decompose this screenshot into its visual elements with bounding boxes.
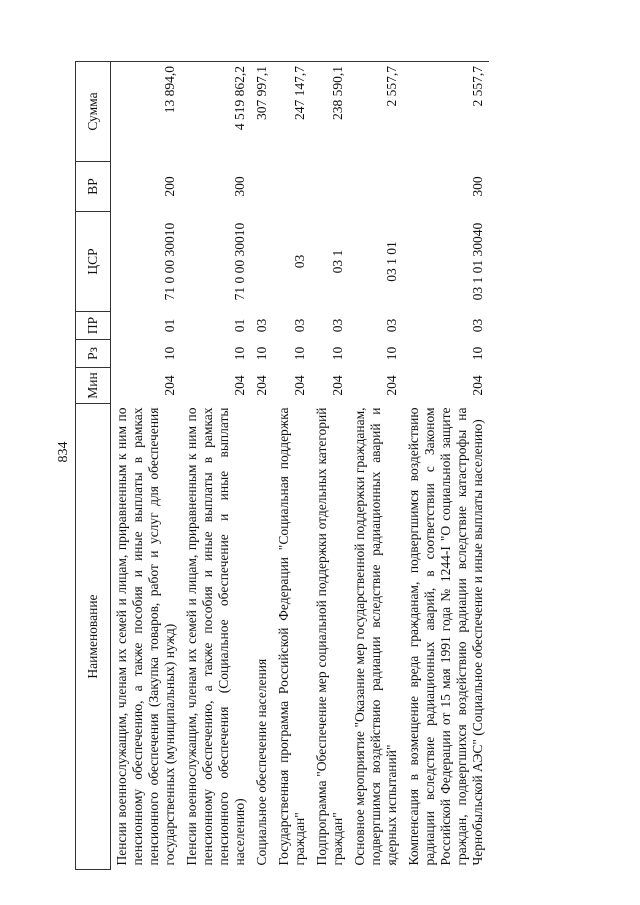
- row-sum: 307 997,1: [251, 62, 273, 162]
- row-min: 204: [384, 375, 399, 396]
- row-csr: 71 0 00 30010: [162, 222, 177, 301]
- rotated-table-wrapper: [75, 62, 605, 870]
- header-rz: Рз: [76, 340, 111, 368]
- row-csr: 03 1 01: [384, 241, 399, 282]
- row-pr: 01: [232, 318, 247, 333]
- row-name: Подпрограмма "Обеспечение мер социальной поддержки отдельных категорий граждан": [314, 407, 345, 866]
- row-name: Компенсация в возмещение вреда гражданам, подвергшимся воздействию радиации вследствие радиационных аварий, в соответствии с Законом Российской Федерации от 15 мая 1991 года № 1244-I "О социальной защите граждан, подвергшихся воздействию радиации вследствие катастрофы на Чернобыльской АЭС" (Социальное обеспечение и иные выплаты населению): [406, 407, 485, 866]
- row-min: 204: [330, 375, 345, 396]
- row-rz: 10: [292, 346, 307, 361]
- row-csr: 03 1 01 30040: [470, 222, 485, 301]
- table-header-row: [76, 62, 111, 870]
- table-row: [273, 62, 311, 870]
- row-csr: 71 0 00 30010: [232, 222, 247, 301]
- row-name: Социальное обеспечение населения: [254, 658, 269, 866]
- row-sum: 2 557,7: [349, 62, 403, 162]
- row-csr: [251, 212, 273, 312]
- table-row: [111, 62, 182, 870]
- row-min: 204: [470, 375, 485, 396]
- row-pr: 03: [384, 318, 399, 333]
- row-pr: 01: [162, 318, 177, 333]
- row-sum: 2 557,7: [403, 62, 489, 162]
- row-rz: 10: [384, 346, 399, 361]
- row-vr: 200: [162, 176, 177, 197]
- row-min: 204: [232, 375, 247, 396]
- row-rz: 10: [254, 346, 269, 361]
- row-name: Пенсии военнослужащим, членам их семей и лицам, приравненным к ним по пенсионному обеспечению, а также пособия и иные выплаты в рамках пенсионного обеспечения (Закупка товаров, работ и услуг для обеспечения государственных (муниципальных) нужд): [114, 407, 177, 866]
- row-name: Пенсии военнослужащим, членам их семей и лицам, приравненным к ним по пенсионному обеспечению, а также пособия и иные выплаты в рамках пенсионного обеспечения (Социальное обеспечение и иные выплаты населению): [184, 407, 247, 866]
- page-number: 834: [56, 441, 71, 463]
- header-vr: ВР: [76, 162, 111, 212]
- row-csr: 03: [292, 254, 307, 269]
- row-vr: 300: [470, 176, 485, 197]
- row-sum: 247 147,7: [273, 62, 311, 162]
- row-min: 204: [292, 375, 307, 396]
- row-vr: 300: [232, 176, 247, 197]
- header-csr: ЦСР: [76, 212, 111, 312]
- row-min: 204: [254, 375, 269, 396]
- row-sum: 13 894,0: [111, 62, 182, 162]
- row-vr: [273, 162, 311, 212]
- row-csr: 03 1: [330, 249, 345, 274]
- header-name: Наименование: [76, 404, 111, 870]
- row-name: Государственная программа Российской Федерации "Социальная поддержка граждан": [276, 407, 307, 866]
- row-rz: 10: [470, 346, 485, 361]
- header-min: Мин: [76, 368, 111, 404]
- row-min: 204: [162, 375, 177, 396]
- table-row: [251, 62, 273, 870]
- row-vr: [251, 162, 273, 212]
- table-row: [311, 62, 349, 870]
- row-pr: 03: [254, 318, 269, 333]
- row-rz: 10: [330, 346, 345, 361]
- row-pr: 03: [470, 318, 485, 333]
- row-rz: 10: [162, 346, 177, 361]
- row-pr: 03: [292, 318, 307, 333]
- row-sum: 238 590,1: [311, 62, 349, 162]
- row-sum: 4 519 862,2: [181, 62, 251, 162]
- row-pr: 03: [330, 318, 345, 333]
- table-row: [403, 62, 489, 870]
- table-row: [181, 62, 251, 870]
- header-pr: ПР: [76, 312, 111, 340]
- row-rz: 10: [232, 346, 247, 361]
- header-sum: Сумма: [76, 62, 111, 162]
- row-vr: [311, 162, 349, 212]
- row-name: Основное мероприятие "Оказание мер государственной поддержки гражданам, подвергшимся воздействию радиации вследствие радиационных аварий и ядерных испытаний": [352, 407, 399, 866]
- row-vr: [349, 162, 403, 212]
- table-row: [349, 62, 403, 870]
- budget-table: [75, 61, 489, 870]
